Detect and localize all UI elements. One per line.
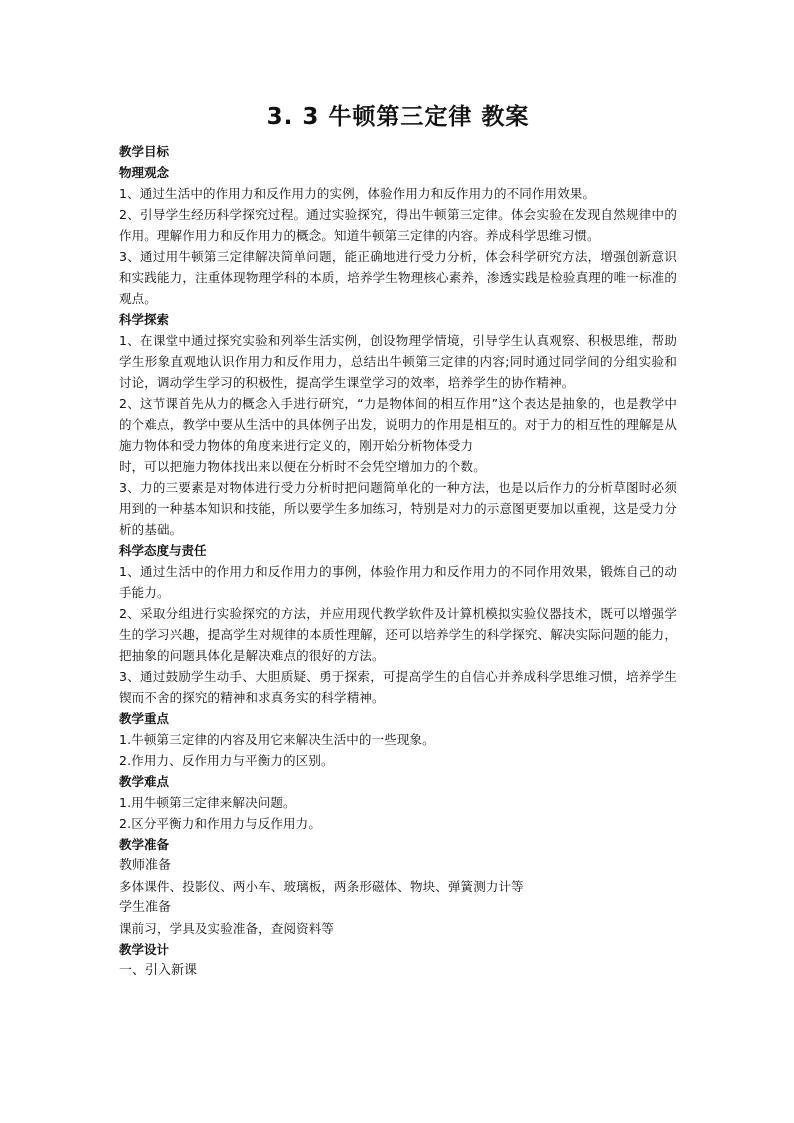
subheading-science-exploration: 科学探索 (119, 312, 170, 327)
paragraph: 课前习，学具及实验准备，查阅资料等 (119, 921, 335, 936)
section-heading-objectives: 教学目标 (119, 144, 170, 159)
paragraph: 1、在课堂中通过探究实验和列举生活实例，创设物理学情境，引导学生认真观察、积极思维，帮助学生形象直观地认识作用力和反作用力，总结出牛顿第三定律的内容;同时通过同学间的分组实验和讨论，调动学生学习的积极性，提高学生课堂学习的效率，培养学生的协作精神。 (119, 333, 677, 390)
list-item: 1.牛顿第三定律的内容及用它来解决生活中的一些现象。 (119, 732, 435, 747)
section-heading-design: 教学设计 (119, 942, 170, 957)
list-item: 2.作用力、反作用力与平衡力的区别。 (119, 753, 334, 768)
section-heading-difficulties: 教学难点 (119, 774, 170, 789)
paragraph: 多体课件、投影仪、两小车、玻璃板，两条形磁体、物块、弹簧测力计等 (119, 879, 524, 894)
list-item: 2.区分平衡力和作用力与反作用力。 (119, 816, 321, 831)
paragraph: 2、采取分组进行实验探究的方法，并应用现代教学软件及计算机模拟实验仪器技术，既可以增强学生的学习兴趣，提高学生对规律的本质性理解，还可以培养学生的科学探究、解决实际问题的能力，把抽象的问题具体化是解决难点的很好的方法。 (119, 606, 677, 663)
paragraph: 2、引导学生经历科学探究过程。通过实验探究，得出牛顿第三定律。体会实验在发现自然规律中的作用。理解作用力和反作用力的概念。知道牛顿第三定律的内容。养成科学思维习惯。 (119, 207, 677, 243)
paragraph: 1、通过生活中的作用力和反作用力的事例，体验作用力和反作用力的不同作用效果，锻炼自己的动手能力。 (119, 564, 677, 600)
paragraph: 3、通过鼓励学生动手、大胆质疑、勇于探索，可提高学生的自信心并养成科学思维习惯，培养学生锲而不舍的探究的精神和求真务实的科学精神。 (119, 669, 677, 705)
subheading-attitude-responsibility: 科学态度与责任 (119, 543, 207, 558)
paragraph: 3、通过用牛顿第三定律解决简单问题，能正确地进行受力分析，体会科学研究方法，增强创新意识和实践能力，注重体现物理学科的本质，培养学生物理核心素养，渗透实践是检验真理的唯一标准的观点。 (119, 249, 677, 306)
paragraph: 2、这节课首先从力的概念入手进行研究，“力是物体间的相互作用”这个表达是抽象的，也是教学中的个难点，教学中要从生活中的具体例子出发，说明力的作用是相互的。对于力的相互性的理解是从施力物体和受力物体的角度来进行定义的，刚开始分析物体受力 (119, 396, 677, 453)
list-item: 1.用牛顿第三定律来解决问题。 (119, 795, 296, 810)
document-page (119, 100, 677, 981)
section-heading-key-points: 教学重点 (119, 711, 170, 726)
section-heading-preparation: 教学准备 (119, 837, 170, 852)
subheading-teacher-prep: 教师准备 (119, 858, 172, 873)
page-title: 3. 3 牛顿第三定律 教案 (266, 104, 530, 130)
subheading-intro: 一、引入新课 (119, 963, 198, 978)
paragraph: 3、力的三要素是对物体进行受力分析时把问题简单化的一种方法，也是以后作力的分析草图时必须用到的一种基本知识和技能，所以要学生多加练习，特别是对力的示意图更要加以重视，这是受力分析的基础。 (119, 480, 677, 537)
subheading-student-prep: 学生准备 (119, 900, 172, 915)
subheading-physics-concept: 物理观念 (119, 165, 170, 180)
paragraph: 1、通过生活中的作用力和反作用力的实例，体验作用力和反作用力的不同作用效果。 (119, 186, 596, 201)
paragraph: 时，可以把施力物体找出来以便在分析时不会凭空增加力的个数。 (119, 459, 486, 474)
